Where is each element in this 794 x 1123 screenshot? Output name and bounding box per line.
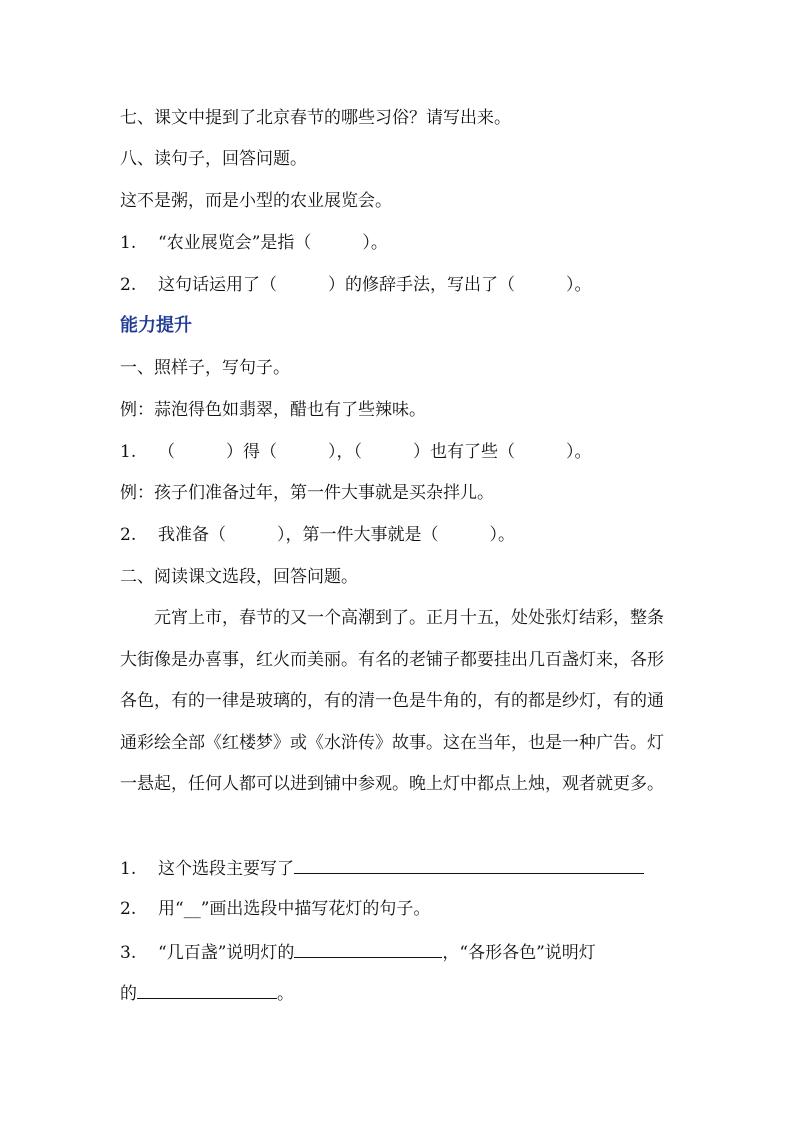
underline-mark: __: [183, 899, 201, 919]
item-text: 。: [277, 984, 294, 1004]
item-text: 这个选段主要写了: [158, 859, 294, 879]
item-text: ，“各形各色”说明灯: [442, 943, 596, 963]
exercise-1-example-2: 例：孩子们准备过年，第一件大事就是买杂拌儿。: [120, 483, 494, 503]
section-title: 能力提升: [120, 315, 192, 336]
item-text: ”画出选段中描写花灯的句子。: [200, 899, 431, 919]
answer-blank[interactable]: [294, 939, 442, 958]
item-text: 用“: [158, 899, 184, 919]
item-text: 的: [120, 984, 137, 1004]
question-8-sentence: 这不是粥，而是小型的农业展览会。: [120, 191, 392, 211]
item-number: 2.: [120, 525, 137, 545]
exercise-2-item-2: [120, 897, 430, 921]
item-text: （ ）得（ ），（ ）也有了些（ ）。: [158, 442, 592, 462]
exercise-2-item-1: [120, 855, 644, 881]
item-number: 1.: [120, 233, 137, 253]
question-8-item-1: [120, 231, 388, 255]
item-text: 这句话运用了（ ）的修辞手法，写出了（ ）。: [158, 275, 592, 295]
item-number: 1.: [120, 442, 137, 462]
exercise-1-item-1: [120, 440, 592, 464]
answer-blank[interactable]: [137, 980, 277, 999]
reading-passage: 元宵上市，春节的又一个高潮到了。正月十五，处处张灯结彩，整条大街像是办喜事，红火而美丽。有名的老铺子都要挂出几百盏灯来，各形各色，有的一律是玻璃的，有的清一色是牛角的，有的都是纱灯，有的通通彩绘全部《红楼梦》或《水浒传》故事。这在当年，也是一种广告。灯一悬起，任何人都可以进到铺中参观。晚上灯中都点上烛，观者就更多。: [120, 608, 664, 794]
item-text: 我准备（ ），第一件大事就是（ ）。: [158, 525, 515, 545]
question-8: 八、读句子，回答问题。: [120, 149, 307, 169]
exercise-1: 一、照样子，写句子。: [120, 358, 290, 378]
item-text: “农业展览会”是指（ ）。: [158, 233, 388, 253]
question-7: 七、课文中提到了北京春节的哪些习俗？请写出来。: [120, 108, 511, 128]
answer-blank[interactable]: [294, 855, 644, 874]
exercise-2-item-3-cont: [120, 980, 294, 1006]
item-number: 2.: [120, 275, 137, 295]
item-number: 2.: [120, 899, 137, 919]
exercise-1-item-2: [120, 523, 515, 547]
exercise-2: 二、阅读课文选段，回答问题。: [120, 567, 358, 587]
item-number: 3.: [120, 943, 137, 963]
item-number: 1.: [120, 859, 137, 879]
exercise-2-item-3: [120, 939, 596, 965]
question-8-item-2: [120, 273, 592, 297]
exercise-1-example-1: 例：蒜泡得色如翡翠，醋也有了些辣味。: [120, 400, 426, 420]
item-text: “几百盏”说明灯的: [158, 943, 295, 963]
